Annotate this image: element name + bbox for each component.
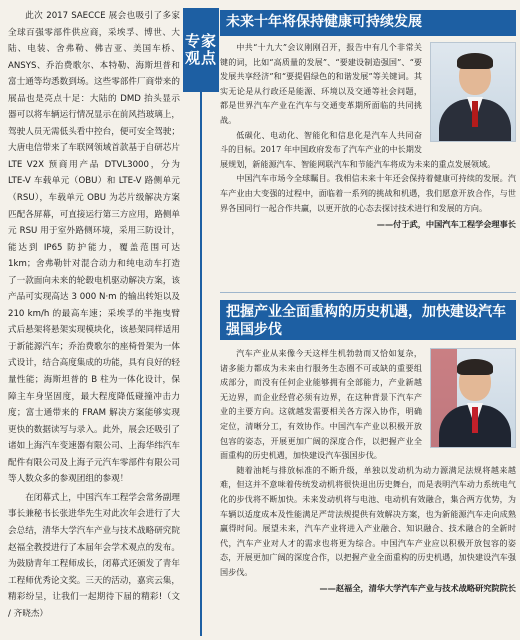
section-2-body (220, 346, 516, 638)
section-divider (220, 292, 516, 293)
section-2-paragraph-1: 汽车产业从来像今天这样生机勃勃而又恰如复杂，诸多能力都成为未来由行服务生态圈不可或缺的重要组成部分，而没有任何企业能够拥有全部能力，产业新越无边界，而企业经营必须有边界，在这种背景下汽车产业的主要方向。这就越发需要相关各方深入协作，明确定位，清晰分工，有效协作。中国汽车产业以积极开放包容的姿态，开展更加广阔的深度合作，以把握产业全面重构的历史机遇，加快建设汽车强国步伐。 (220, 348, 422, 461)
section-2-signature: ——赵福全，清华大学汽车产业与技术战略研究院院长 (319, 582, 516, 593)
article-paragraph-1: 此次 2017 SAECCE 展会也吸引了多家全球百强零部件供应商，采埃孚、博世、大陆、电装、舍弗勒、佛吉亚、美国车桥、ANSYS、乔治费歌尔、本特勒、海斯坦普和富士通等均悉数到场。这些零部件厂商带来的展品也是亮点十足：大陆的 DMD 抬头显示器可以将车辆运行情况显示在前风挡玻璃上，驾驶人员无需低头看中控台，便可安全驾驶；大唐电信带来了车联网领域首款基于自研芯片 LTE V2X 预商用产品 DTVL3000，分为 LTE-V 车载单元（OBU）和 LTE-V 路侧单元（RSU），车载单元 OBU 为芯片级解决方案匹配各屏幕，可直接运行第三方应用，路侧单元 RSU 用于室外路侧环境，采用三防设计，能达到 IP65 防护能力，覆盖范围可达 1km；舍弗勒针对混合动力和纯电动车打造了一款面向未来的轮毂电机驱动解决方案，该产品可实现高达 3 000 N·m 的输出转矩以及 210 km/h 的最高车速；采埃孚的半拖曳臂式后悬架将悬架实现模块化，该悬架同样适用于新能源汽车；乔治费歌尔的座椅骨架为一体式设计，结合高度集成的功能，具有良好的轻量性能；海斯坦普的 B 柱为一体化设计，保障主车身坚固度，最大程度降低碰撞冲击力度；富士通带来的 FRAM 解决方案能够实现更快的数据读写与录入。此外，展会还吸引了诸如上海汽车变速器有限公司、上海华纬汽车配件有限公司及上海子元汽车零部件有限公司等人数众多的参观团组的参观！ (8, 11, 180, 485)
column-rule (200, 92, 202, 636)
section-1-headline: 未来十年将保持健康可持续发展 (220, 10, 516, 36)
expert-photo-fu-yuwu (430, 42, 516, 142)
expert-photo-zhao-fuquan (430, 348, 516, 448)
expert-views-label-line-1: 专家 (184, 32, 217, 50)
article-paragraph-2: 在闭幕式上，中国汽车工程学会常务副理事长兼秘书长张进华先生对此次年会进行了大会总结，清华大学汽车产业与技术战略研究院赵福全教授进行了本届年会学术观点的发布。为鼓励青年工程师成长，闭幕式还颁发了青年工程师优秀论文奖。三天的活动，嘉宾云集，精彩纷呈，让我们一起期待下届的精彩!（文 / 齐晓杰） (8, 492, 180, 619)
section-1-body (220, 40, 516, 290)
section-1-signature: ——付于武，中国汽车工程学会理事长 (376, 219, 516, 230)
expert-views-label (183, 8, 219, 92)
section-1-paragraph-3: 中国汽车市场今全球瞩目。我相信未来十年还会保持着健康可持续的发展。汽车产业由大变强的过程中，面临着一系列的挑战和机遇，我们愿意开放合作，与世界各国同行一起合作共赢，以更开放的心态去探讨技术进行和发展的方向。 (220, 173, 516, 213)
article-body-column (8, 8, 180, 636)
expert-views-label-line-2: 观点 (184, 49, 217, 67)
section-2-paragraph-2: 随着油耗与排放标准的不断升级，单独以发动机为动力源满足法规将越来越难，但这并不意味着传统发动机将很快退出历史舞台，而是表明汽车动力系统电气化的步伐将不断加快。未来发动机将与电池、电动机有效融合，集合两方优势，为车辆以适度成本及性能满足严苛法规提供有效解决方案，也为新能源汽车走向成熟赢得时间。展望未来，汽车产业将进入产业融合、知识融合、技术融合的全新时代，汽车产业对人才的需求也将更为综合。中国汽车产业应以积极开放包容的姿态，开展更加广阔的深度合作，以把握产业全面重构的历史机遇，加快建设汽车强国步伐。 (220, 464, 516, 577)
section-2-headline: 把握产业全面重构的历史机遇，加快建设汽车强国步伐 (220, 300, 516, 340)
section-1-paragraph-2: 低碳化、电动化、智能化和信息化是汽车人共同奋斗的目标。2017 年中国政府发布了汽车产业的中长期发展规划，新能源汽车、智能网联汽车和节能汽车将成为未来的重点发展领域。 (220, 129, 496, 169)
section-1-paragraph-1: 中共“十九大”会议刚刚召开，报告中有几个非常关键的词，比如“高质量的发展”、“要建设制造强国”、“要发展共享经济”和“要提倡绿色的和谐发展”等关键词。其实无论是从行政还是能源、环境以及交通等社会问题，都是世界汽车产业在汽车与交通变革期所面临的共同挑战。 (220, 42, 422, 125)
